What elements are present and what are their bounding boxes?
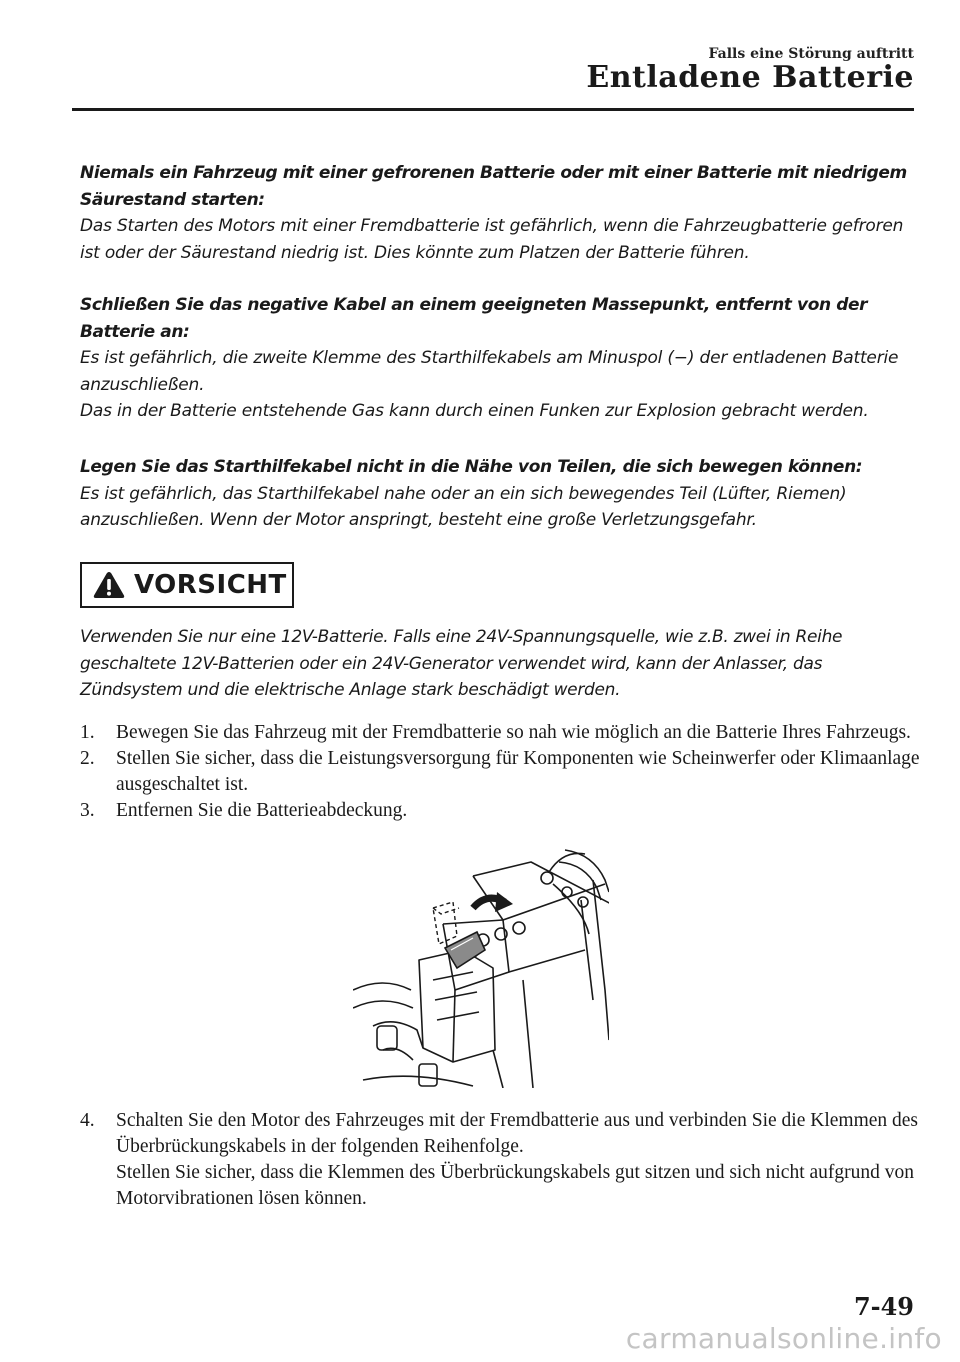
warning-paragraph: Das Starten des Motors mit einer Fremdbatterie ist gefährlich, wenn die Fahrzeugbatterie gefroren ist oder der Säurestand niedrig ist. Dies könnte zum Platzen der Batterie führen. (80, 216, 904, 263)
list-item (80, 746, 920, 798)
warning-heading: Schließen Sie das negative Kabel an einem geeigneten Massepunkt, entfernt von der Batterie an: (80, 295, 868, 342)
warning-triangle-icon (92, 570, 126, 600)
step-text: Stellen Sie sicher, dass die Leistungsversorgung für Komponenten wie Scheinwerfer oder Klimaanlage ausgeschaltet ist. (116, 748, 920, 795)
warning-heading: Legen Sie das Starthilfekabel nicht in die Nähe von Teilen, die sich bewegen können: (80, 457, 863, 477)
caution-label-box (80, 562, 294, 608)
step-number: 3. (80, 800, 95, 821)
page-number: 7-49 (853, 1292, 914, 1321)
step-text: Bewegen Sie das Fahrzeug mit der Fremdbatterie so nah wie möglich an die Batterie Ihres Fahrzeugs. (116, 722, 911, 743)
caution-text: Verwenden Sie nur eine 12V-Batterie. Falls eine 24V-Spannungsquelle, wie z.B. zwei in Reihe geschaltete 12V-Batterien oder ein 24V-Generator verwendet wird, kann der Anlasser, das Zündsystem und die elektrische Anlage stark beschädigt werden. (80, 627, 843, 700)
step-text: Entfernen Sie die Batterieabdeckung. (116, 800, 408, 821)
warning-paragraph: Das in der Batterie entstehende Gas kann durch einen Funken zur Explosion gebracht werden. (80, 401, 869, 421)
warning-block-2 (80, 292, 920, 425)
battery-cover-illustration (353, 840, 609, 1088)
section-label: Falls eine Störung auftritt (708, 46, 914, 62)
step-number: 4. (80, 1110, 95, 1131)
step-text-line: Stellen Sie sicher, dass die Klemmen des Überbrückungskabels gut sitzen und sich nicht aufgrund von Motorvibrationen lösen können. (116, 1162, 915, 1209)
step-text (116, 1108, 920, 1212)
list-item (80, 1108, 920, 1212)
step-number: 1. (80, 722, 95, 743)
warning-block-3 (80, 454, 920, 534)
warning-paragraph: Es ist gefährlich, die zweite Klemme des Starthilfekabels am Minuspol (−) der entladenen Batterie anzuschließen. (80, 348, 899, 395)
warning-block-1 (80, 160, 920, 266)
page-title: Entladene Batterie (586, 60, 914, 95)
steps-list-top (80, 720, 920, 824)
header-divider (72, 108, 914, 111)
caution-label: VORSICHT (134, 570, 287, 600)
watermark: carmanualsonline.info (625, 1322, 942, 1355)
warning-paragraph: Es ist gefährlich, das Starthilfekabel nahe oder an ein sich bewegendes Teil (Lüfter, Riemen) anzuschließen. Wenn der Motor anspringt, besteht eine große Verletzungsgefahr. (80, 483, 847, 530)
step-number: 2. (80, 748, 95, 769)
steps-list-bottom (80, 1108, 920, 1212)
list-item (80, 798, 920, 824)
step-text-line: Schalten Sie den Motor des Fahrzeuges mit der Fremdbatterie aus und verbinden Sie die Klemmen des Überbrückungskabels in der folgenden Reihenfolge. (116, 1110, 919, 1157)
list-item (80, 720, 920, 746)
warning-heading: Niemals ein Fahrzeug mit einer gefrorenen Batterie oder mit einer Batterie mit niedrigem Säurestand starten: (80, 163, 907, 210)
